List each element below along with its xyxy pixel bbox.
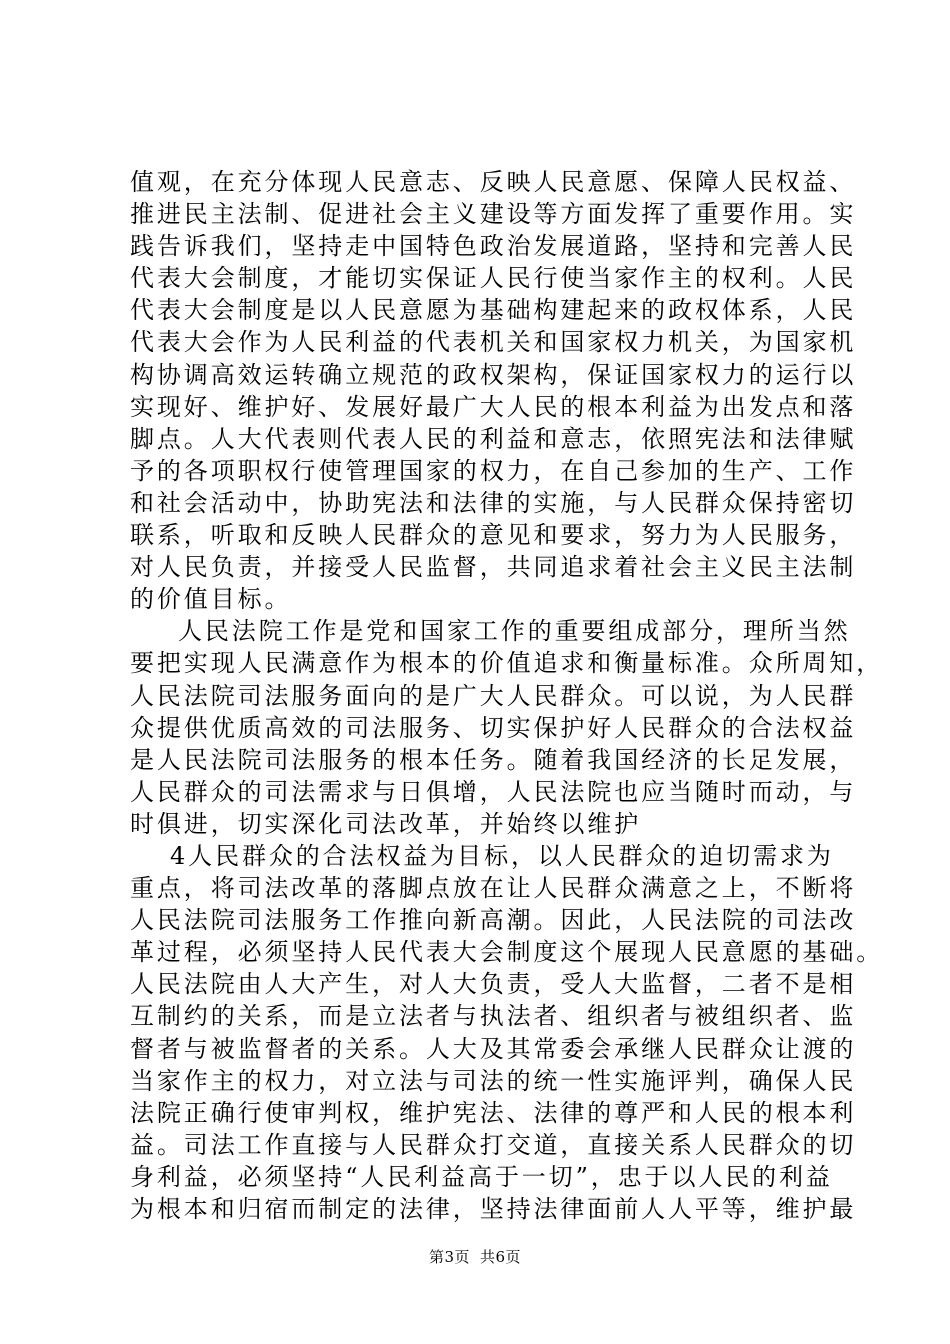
text-line: 代表大会作为人民利益的代表机关和国家权力机关，为国家机 (130, 328, 857, 357)
text-line: 人民法院司法服务面向的是广大人民群众。可以说，为人民群 (130, 681, 857, 710)
text-line: 身利益，必须坚持“人民利益高于一切”，忠于以人民的利益 (130, 1162, 833, 1191)
text-line: 和社会活动中，协助宪法和法律的实施，与人民群众保持密切 (130, 488, 857, 517)
paragraph-start-line: 4人民群众的合法权益为目标，以人民群众的迫切需求为 (170, 841, 834, 870)
text-line: 革过程，必须坚持人民代表大会制度这个展现人民意愿的基础。 (130, 938, 884, 967)
text-line: 当家作主的权力，对立法与司法的统一性实施评判，确保人民 (130, 1066, 857, 1095)
text-line: 时俱进，切实深化司法改革，并始终以维护 (130, 809, 642, 838)
text-line: 要把实现人民满意作为根本的价值追求和衡量标准。众所周知， (130, 649, 884, 678)
page-number: 第3页 (428, 1248, 470, 1266)
text-line: 督者与被监督者的关系。人大及其常委会承继人民群众让渡的 (130, 1034, 857, 1063)
text-line: 众提供优质高效的司法服务、切实保护好人民群众的合法权益 (130, 713, 857, 742)
text-line: 联系，听取和反映人民群众的意见和要求，努力为人民服务， (130, 521, 857, 550)
text-line: 脚点。人大代表则代表人民的利益和意志，依照宪法和法律赋 (130, 424, 857, 453)
text-line: 人民群众的司法需求与日俱增，人民法院也应当随时而动，与 (130, 777, 857, 806)
text-line: 益。司法工作直接与人民群众打交道，直接关系人民群众的切 (130, 1130, 857, 1159)
text-line: 予的各项职权行使管理国家的权力，在自己参加的生产、工作 (130, 456, 857, 485)
text-line: 是人民法院司法服务的根本任务。随着我国经济的长足发展， (130, 745, 857, 774)
text-line: 推进民主法制、促进社会主义建设等方面发挥了重要作用。实 (130, 200, 857, 229)
text-line: 实现好、维护好、发展好最广大人民的根本利益为出发点和落 (130, 392, 857, 421)
text-line: 对人民负责，并接受人民监督，共同追求着社会主义民主法制 (130, 553, 857, 582)
text-line: 人民法院司法服务工作推向新高潮。因此，人民法院的司法改 (130, 906, 857, 935)
text-line: 的价值目标。 (130, 585, 292, 614)
page-total: 共6页 (480, 1248, 522, 1266)
text-line: 互制约的关系，而是立法者与执法者、组织者与被组织者、监 (130, 1002, 857, 1031)
text-line: 构协调高效运转确立规范的政权架构，保证国家权力的运行以 (130, 360, 857, 389)
document-body (130, 166, 884, 1225)
text-line: 重点，将司法改革的落脚点放在让人民群众满意之上，不断将 (130, 874, 857, 903)
text-line: 代表大会制度是以人民意愿为基础构建起来的政权体系，人民 (130, 296, 857, 325)
text-line: 代表大会制度，才能切实保证人民行使当家作主的权利。人民 (130, 264, 857, 293)
text-line: 人民法院由人大产生，对人大负责，受人大监督，二者不是相 (130, 970, 857, 999)
text-line: 值观，在充分体现人民意志、反映人民意愿、保障人民权益、 (130, 168, 857, 196)
page-footer (0, 1246, 950, 1267)
text-line: 法院正确行使审判权，维护宪法、法律的尊严和人民的根本利 (130, 1098, 857, 1127)
paragraph-start-line: 人民法院工作是党和国家工作的重要组成部分，理所当然 (178, 617, 851, 646)
text-line: 践告诉我们，坚持走中国特色政治发展道路，坚持和完善人民 (130, 232, 857, 261)
text-line: 为根本和归宿而制定的法律，坚持法律面前人人平等，维护最 (130, 1195, 857, 1223)
